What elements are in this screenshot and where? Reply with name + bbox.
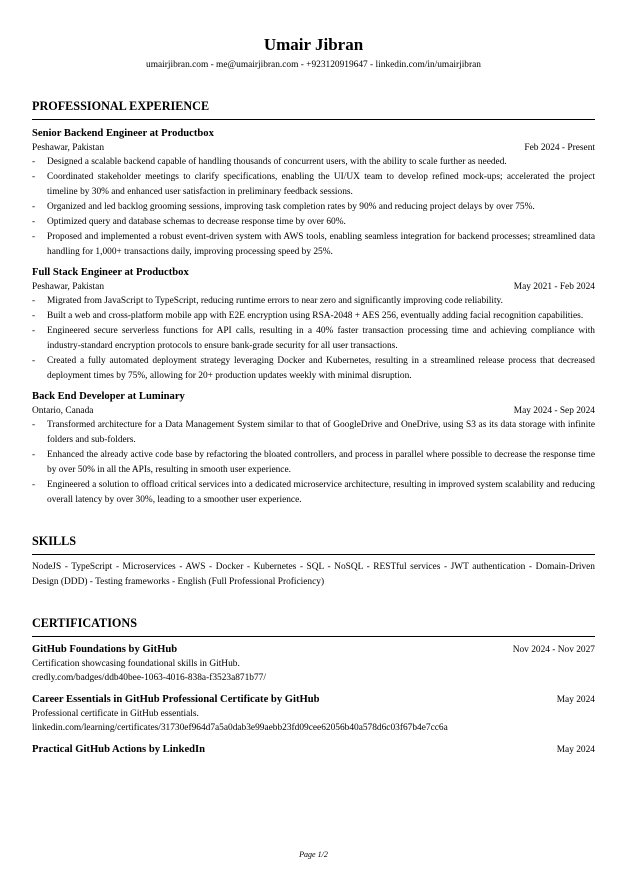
job-dates: May 2021 - Feb 2024 [513,282,595,292]
section-title-experience: PROFESSIONAL EXPERIENCE [32,99,595,120]
achievement-item: - Designed a scalable backend capable of handling thousands of concurrent users, with the ability to scale further as needed. [32,157,507,167]
achievement-text: Created a fully automated deployment strategy leveraging Docker and Kubernetes, resulting in a streamlined release process that decreased deployment times by 75%, allowing for 20+ production updates weekly with minimal disruption. [47,356,595,381]
achievement-item: - Enhanced the already active code base by refactoring the bloated controllers, and process in parallel where possible to decrease the response time by over 50% in all the APIs, resulting in smooth user experience. [32,450,595,475]
job-dates: May 2024 - Sep 2024 [513,406,595,416]
skills-list: NodeJS - TypeScript - Microservices - AWS - Docker - Kubernetes - SQL - NoSQL - RESTful services - JWT authentication - Domain-Driven Design (DDD) - Testing frameworks - English (Full Professional Proficiency) [32,562,595,587]
achievement-list [32,155,595,260]
candidate-name: Umair Jibran [263,35,364,54]
job-title: Back End Developer at Luminary [32,391,185,402]
certification-title: Practical GitHub Actions by LinkedIn [32,744,206,755]
job-location: Peshawar, Pakistan [32,282,105,292]
achievement-text: Optimized query and database schemas to decrease response time by over 60%. [47,217,346,227]
page-number: Page 1/2 [299,850,328,859]
certification-dates: Nov 2024 - Nov 2027 [512,645,595,655]
achievement-item: - Organized and led backlog grooming sessions, improving task completion rates by 90% and reducing project delays by over 75%. [32,202,535,212]
certification-entry [32,643,595,685]
section-title-certifications: CERTIFICATIONS [32,616,595,637]
achievement-text: Transformed architecture for a Data Management System similar to that of GoogleDrive and OneDrive, using S3 as its data storage with infinite folders and sub-folders. [47,420,595,445]
certification-link[interactable]: credly.com/badges/ddb40bee-1063-4016-838a-f3523a871b77/ [32,673,266,683]
achievement-item: - Proposed and implemented a robust event-driven system with AWS tools, enabling seamless integration for backend processes; streamlined data handling for 1,000+ transactions daily, improving processing speed by 25%. [32,232,595,257]
experience-entry [32,266,595,384]
contact-line: umairjibran.com - me@umairjibran.com - +923120919647 - linkedin.com/in/umairjibran [146,60,481,70]
job-meta [32,142,595,155]
achievement-item: - Engineered secure serverless functions for API calls, resulting in a 40% faster transaction processing time and achieving compliance with industry-standard encryption protocols to ensure bank-grade security for all user transactions. [32,326,595,351]
achievement-text: Coordinated stakeholder meetings to clarify specifications, enabling the UI/UX team to develop refined mock-ups; accelerated the project timeline by 30% and enhanced user satisfaction in preliminary feedback sessions. [47,172,595,197]
certification-header [32,643,595,657]
achievement-text: Enhanced the already active code base by refactoring the bloated controllers, and process in parallel where possible to decrease the response time by over 50% in all the APIs, resulting in smooth user experience. [47,450,595,475]
job-location: Ontario, Canada [32,406,94,416]
certification-dates: May 2024 [556,695,595,705]
achievement-item: - Created a fully automated deployment strategy leveraging Docker and Kubernetes, resulting in a streamlined release process that decreased deployment times by 75%, allowing for 20+ production updates weekly with minimal disruption. [32,356,595,381]
achievement-item: - Coordinated stakeholder meetings to clarify specifications, enabling the UI/UX team to develop refined mock-ups; accelerated the project timeline by 30% and enhanced user satisfaction in preliminary feedback sessions. [32,172,595,197]
job-title: Full Stack Engineer at Productbox [32,267,189,278]
section-title-skills: SKILLS [32,534,595,555]
certification-dates: May 2024 [556,745,595,755]
certification-description: Certification showcasing foundational skills in GitHub. [32,659,240,669]
achievement-text: Organized and led backlog grooming sessions, improving task completion rates by 90% and reducing project delays by over 75%. [47,202,535,212]
experience-entry [32,390,595,508]
achievement-item: - Transformed architecture for a Data Management System similar to that of GoogleDrive and OneDrive, using S3 as its data storage with infinite folders and sub-folders. [32,420,595,445]
job-location: Peshawar, Pakistan [32,143,105,153]
experience-section [32,99,595,508]
achievement-list [32,418,595,508]
certification-link[interactable]: linkedin.com/learning/certificates/31730ef964d7a5a0dab3e99aebb23fd09cee62056b40a578d6c03f67b4e7cc6a [32,723,448,733]
certification-entries [32,643,595,757]
achievement-text: Proposed and implemented a robust event-driven system with AWS tools, enabling seamless integration for backend processes; streamlined data handling for 1,000+ transactions daily, improving processing speed by 25%. [47,232,595,257]
achievement-item: - Migrated from JavaScript to TypeScript, reducing runtime errors to near zero and significantly improving code reliability. [32,296,503,306]
job-dates: Feb 2024 - Present [524,143,595,153]
certification-entry [32,743,595,757]
certification-description: Professional certificate in GitHub essentials. [32,709,199,719]
experience-entries [32,120,595,508]
certification-title: GitHub Foundations by GitHub [32,644,178,655]
achievement-item: - Built a web and cross-platform mobile app with E2E encryption using RSA-2048 + AES 256, eventually adding facial recognition capabilities. [32,311,584,321]
certification-entry [32,693,595,735]
job-title: Senior Backend Engineer at Productbox [32,128,214,139]
certification-header [32,743,595,757]
achievement-text: Built a web and cross-platform mobile app with E2E encryption using RSA-2048 + AES 256, eventually adding facial recognition capabilities. [47,311,584,321]
achievement-text: Designed a scalable backend capable of handling thousands of concurrent users, with the ability to scale further as needed. [47,157,507,167]
resume-page [32,34,595,757]
achievement-item: - Optimized query and database schemas to decrease response time by over 60%. [32,217,346,227]
achievement-text: Engineered secure serverless functions for API calls, resulting in a 40% faster transaction processing time and achieving compliance with industry-standard encryption protocols to ensure bank-grade security for all user transactions. [47,326,595,351]
certifications-section [32,616,595,757]
job-meta [32,281,595,294]
certification-header [32,693,595,707]
achievement-text: Migrated from JavaScript to TypeScript, reducing runtime errors to near zero and significantly improving code reliability. [47,296,503,306]
achievement-item: - Engineered a solution to offload critical services into a dedicated microservice architecture, resulting in improved system scalability and reducing overall latency by over 30%, leading to a smoother user experience. [32,480,595,505]
certification-title: Career Essentials in GitHub Professional Certificate by GitHub [32,694,320,705]
achievement-list [32,294,595,384]
achievement-text: Engineered a solution to offload critical services into a dedicated microservice architecture, resulting in improved system scalability and reducing overall latency by over 30%, leading to a smoother user experience. [47,480,595,505]
experience-entry [32,127,595,260]
job-meta [32,405,595,418]
skills-section [32,534,595,590]
